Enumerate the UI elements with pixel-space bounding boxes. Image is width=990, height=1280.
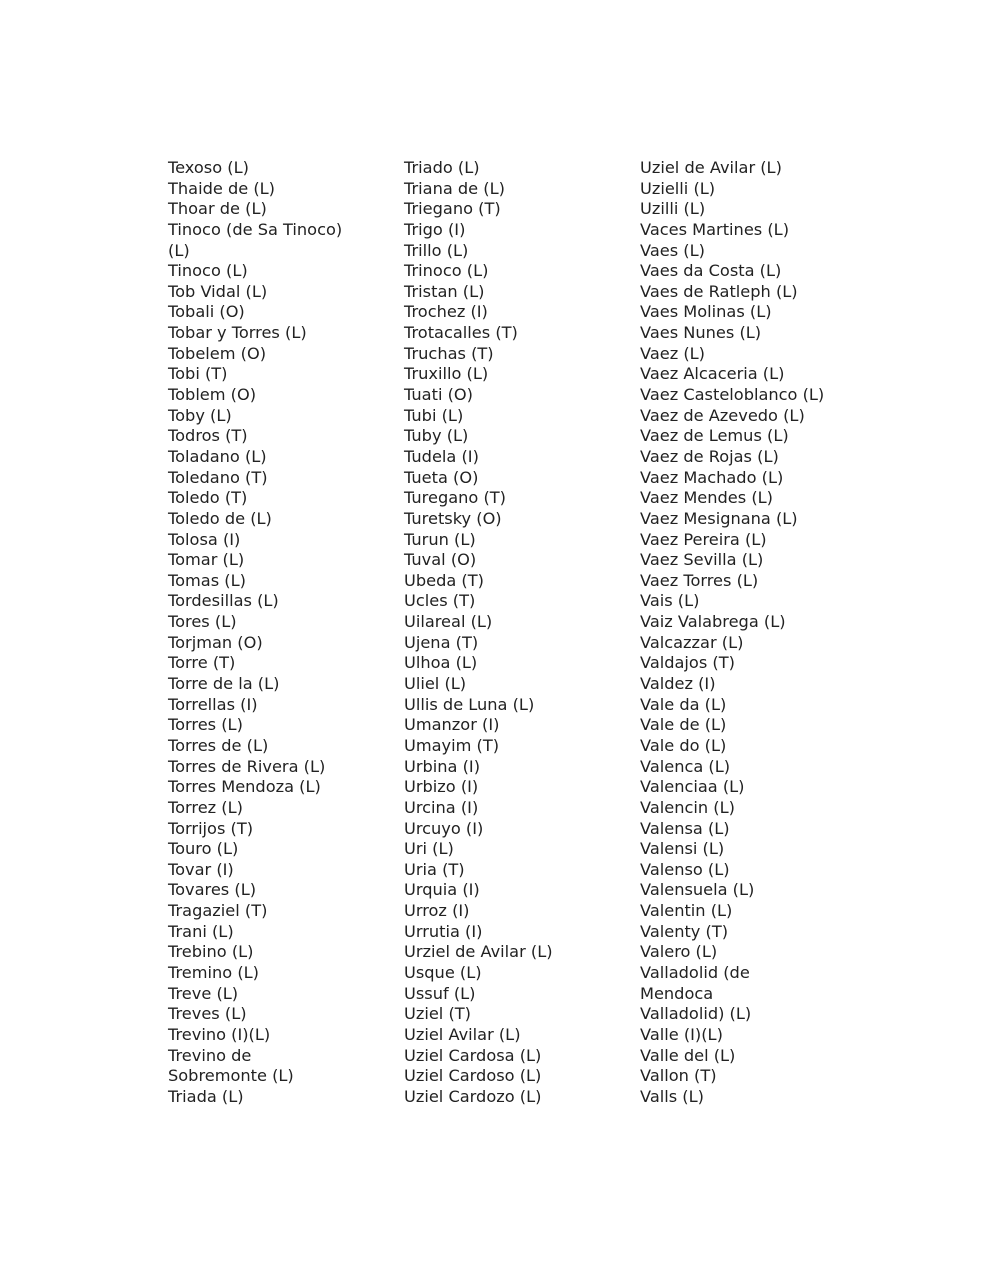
surname-entry: Trani (L)	[168, 921, 234, 941]
surname-entry: Vaez Torres (L)	[640, 570, 759, 590]
surname-entry: Uria (T)	[404, 859, 465, 879]
surname-entry: Toby (L)	[168, 405, 232, 425]
surname-column-1	[168, 158, 393, 1107]
surname-entry: Ullis de Luna (L)	[404, 694, 535, 714]
surname-entry: Tobar y Torres (L)	[168, 323, 307, 343]
surname-entry: Ulhoa (L)	[404, 653, 478, 673]
surname-entry: Torres de Rivera (L)	[168, 756, 326, 776]
surname-entry: Vaez Alcaceria (L)	[640, 364, 785, 384]
surname-entry: Torrellas (I)	[168, 694, 258, 714]
surname-entry: Uziel Cardosa (L)	[404, 1045, 542, 1065]
surname-entry: Tinoco (de Sa Tinoco)	[168, 219, 343, 239]
surname-entry: Vale de (L)	[640, 715, 727, 735]
surname-entry: Vaez Pereira (L)	[640, 529, 767, 549]
surname-entry: Tinoco (L)	[168, 261, 248, 281]
surname-entry: Tomar (L)	[168, 550, 245, 570]
surname-entry: Tobelem (O)	[168, 343, 267, 363]
surname-entry: Turegano (T)	[404, 488, 506, 508]
surname-entry: Vaez Mesignana (L)	[640, 508, 798, 528]
surname-entry: Uzilli (L)	[640, 199, 706, 219]
surname-entry: Vaez (L)	[640, 343, 705, 363]
surname-entry: Valcazzar (L)	[640, 632, 744, 652]
surname-entry: Valensuela (L)	[640, 880, 755, 900]
surname-entry: Texoso (L)	[168, 158, 249, 177]
surname-entry: Trinoco (L)	[404, 261, 489, 281]
surname-entry: Vaez Mendes (L)	[640, 488, 773, 508]
surname-entry: Treves (L)	[168, 1004, 247, 1024]
surname-entry: Vaez Machado (L)	[640, 467, 784, 487]
surname-entry: Tobi (T)	[168, 364, 228, 384]
surname-entry: Valdajos (T)	[640, 653, 735, 673]
surname-entry: Trotacalles (T)	[404, 323, 518, 343]
surname-entry: Torrez (L)	[168, 797, 243, 817]
surname-entry: Torres de (L)	[168, 735, 269, 755]
surname-entry: Toledo de (L)	[168, 508, 272, 528]
surname-entry: Triana de (L)	[404, 178, 505, 198]
surname-entry: Vaez de Lemus (L)	[640, 426, 789, 446]
surname-entry: Tuby (L)	[404, 426, 469, 446]
surname-entry: Tordesillas (L)	[168, 591, 279, 611]
surname-entry: Tores (L)	[168, 612, 237, 632]
surname-column-2	[404, 158, 629, 1107]
surname-entry: Toladano (L)	[168, 446, 267, 466]
surname-entry: Tuval (O)	[404, 550, 477, 570]
surname-entry: Tristan (L)	[404, 281, 485, 301]
surname-entry: Tomas (L)	[168, 570, 246, 590]
surname-entry: Tob Vidal (L)	[168, 281, 268, 301]
surname-entry: Torre de la (L)	[168, 674, 280, 694]
surname-entry: Vale do (L)	[640, 735, 727, 755]
surname-entry: Triegano (T)	[404, 199, 501, 219]
surname-entry: Treve (L)	[168, 983, 239, 1003]
surname-entry: Tovares (L)	[168, 880, 257, 900]
surname-entry: Vaes da Costa (L)	[640, 261, 782, 281]
surname-entry: Trebino (L)	[168, 942, 254, 962]
surname-entry: Vaez de Azevedo (L)	[640, 405, 805, 425]
surname-entry: Torrijos (T)	[168, 818, 254, 838]
surname-entry: Valle del (L)	[640, 1045, 736, 1065]
surname-entry: Valenciaa (L)	[640, 777, 745, 797]
surname-entry: Truchas (T)	[404, 343, 494, 363]
surname-entry: Truxillo (L)	[404, 364, 489, 384]
surname-entry: Ussuf (L)	[404, 983, 476, 1003]
surname-entry: Vaiz Valabrega (L)	[640, 612, 786, 632]
surname-entry: Ucles (T)	[404, 591, 476, 611]
surname-entry: Urrutia (I)	[404, 921, 483, 941]
surname-entry: Vaces Martines (L)	[640, 219, 790, 239]
surname-entry: Ubeda (T)	[404, 570, 484, 590]
surname-entry: Uliel (L)	[404, 674, 467, 694]
surname-entry: Uziel Cardoso (L)	[404, 1066, 542, 1086]
surname-entry: Mendoca	[640, 983, 714, 1003]
surname-entry: Uziel (T)	[404, 1004, 471, 1024]
surname-entry: Turetsky (O)	[404, 508, 502, 528]
surname-entry: Torjman (O)	[168, 632, 263, 652]
surname-entry: Touro (L)	[168, 839, 239, 859]
surname-entry: Ujena (T)	[404, 632, 479, 652]
surname-entry: Urquia (I)	[404, 880, 480, 900]
surname-entry: Vaes Molinas (L)	[640, 302, 772, 322]
surname-entry: Toledano (T)	[168, 467, 268, 487]
surname-entry: Valensa (L)	[640, 818, 730, 838]
surname-entry: Uziel Avilar (L)	[404, 1024, 521, 1044]
surname-entry: Tovar (I)	[168, 859, 234, 879]
surname-entry: Valensi (L)	[640, 839, 725, 859]
surname-entry: Vallon (T)	[640, 1066, 717, 1086]
surname-entry: Tremino (L)	[168, 962, 259, 982]
surname-entry: Vaez Casteloblanco (L)	[640, 385, 825, 405]
surname-entry: Sobremonte (L)	[168, 1066, 294, 1086]
surname-entry: Tubi (L)	[404, 405, 464, 425]
surname-entry: Torres (L)	[168, 715, 243, 735]
surname-entry: Vaes Nunes (L)	[640, 323, 762, 343]
surname-entry: Torre (T)	[168, 653, 236, 673]
surname-entry: Triada (L)	[168, 1086, 244, 1106]
surname-entry: Valero (L)	[640, 942, 718, 962]
surname-entry: Umayim (T)	[404, 735, 500, 755]
surname-entry: Todros (T)	[168, 426, 248, 446]
surname-entry: Urroz (I)	[404, 901, 470, 921]
surname-entry: Umanzor (I)	[404, 715, 500, 735]
surname-entry: Uri (L)	[404, 839, 454, 859]
surname-entry: Trochez (I)	[404, 302, 488, 322]
surname-entry: Urziel de Avilar (L)	[404, 942, 553, 962]
surname-entry: Vaez Sevilla (L)	[640, 550, 764, 570]
surname-entry: Uziel Cardozo (L)	[404, 1086, 542, 1106]
surname-entry: Thaide de (L)	[168, 178, 275, 198]
surname-entry: Torres Mendoza (L)	[168, 777, 321, 797]
surname-entry: Toblem (O)	[168, 385, 257, 405]
surname-entry: Valle (I)(L)	[640, 1024, 723, 1044]
surname-entry: Turun (L)	[404, 529, 476, 549]
surname-entry: Urcuyo (I)	[404, 818, 484, 838]
surname-entry: Tobali (O)	[168, 302, 245, 322]
surname-entry: Valdez (I)	[640, 674, 716, 694]
surname-entry: Vale da (L)	[640, 694, 727, 714]
surname-entry: Tuati (O)	[404, 385, 473, 405]
surname-entry: Tolosa (I)	[168, 529, 241, 549]
surname-entry: Valencin (L)	[640, 797, 735, 817]
surname-entry: Urbina (I)	[404, 756, 481, 776]
surname-entry: Valentin (L)	[640, 901, 733, 921]
surname-entry: Thoar de (L)	[168, 199, 267, 219]
surname-entry: Urcina (I)	[404, 797, 479, 817]
surname-entry: Uziel de Avilar (L)	[640, 158, 782, 177]
surname-entry: Vaez de Rojas (L)	[640, 446, 779, 466]
surname-entry: Toledo (T)	[168, 488, 248, 508]
surname-entry: Tragaziel (T)	[168, 901, 268, 921]
surname-entry: Valenso (L)	[640, 859, 730, 879]
surname-entry: Trevino (I)(L)	[168, 1024, 271, 1044]
surname-column-3	[640, 158, 900, 1107]
surname-entry: Valladolid (de	[640, 962, 750, 982]
surname-entry: (L)	[168, 240, 190, 260]
surname-entry: Tueta (O)	[404, 467, 479, 487]
surname-entry: Uzielli (L)	[640, 178, 716, 198]
surname-entry: Valladolid) (L)	[640, 1004, 752, 1024]
surname-entry: Valenty (T)	[640, 921, 729, 941]
surname-entry: Trillo (L)	[404, 240, 469, 260]
surname-entry: Vais (L)	[640, 591, 700, 611]
surname-entry: Vaes (L)	[640, 240, 705, 260]
surname-entry: Valenca (L)	[640, 756, 731, 776]
surname-entry: Urbizo (I)	[404, 777, 479, 797]
surname-entry: Uilareal (L)	[404, 612, 493, 632]
surname-entry: Usque (L)	[404, 962, 482, 982]
surname-entry: Valls (L)	[640, 1086, 704, 1106]
surname-entry: Trigo (I)	[404, 219, 466, 239]
surname-entry: Vaes de Ratleph (L)	[640, 281, 798, 301]
surname-entry: Tudela (I)	[404, 446, 479, 466]
surname-entry: Triado (L)	[404, 158, 480, 177]
surname-entry: Trevino de	[168, 1045, 252, 1065]
